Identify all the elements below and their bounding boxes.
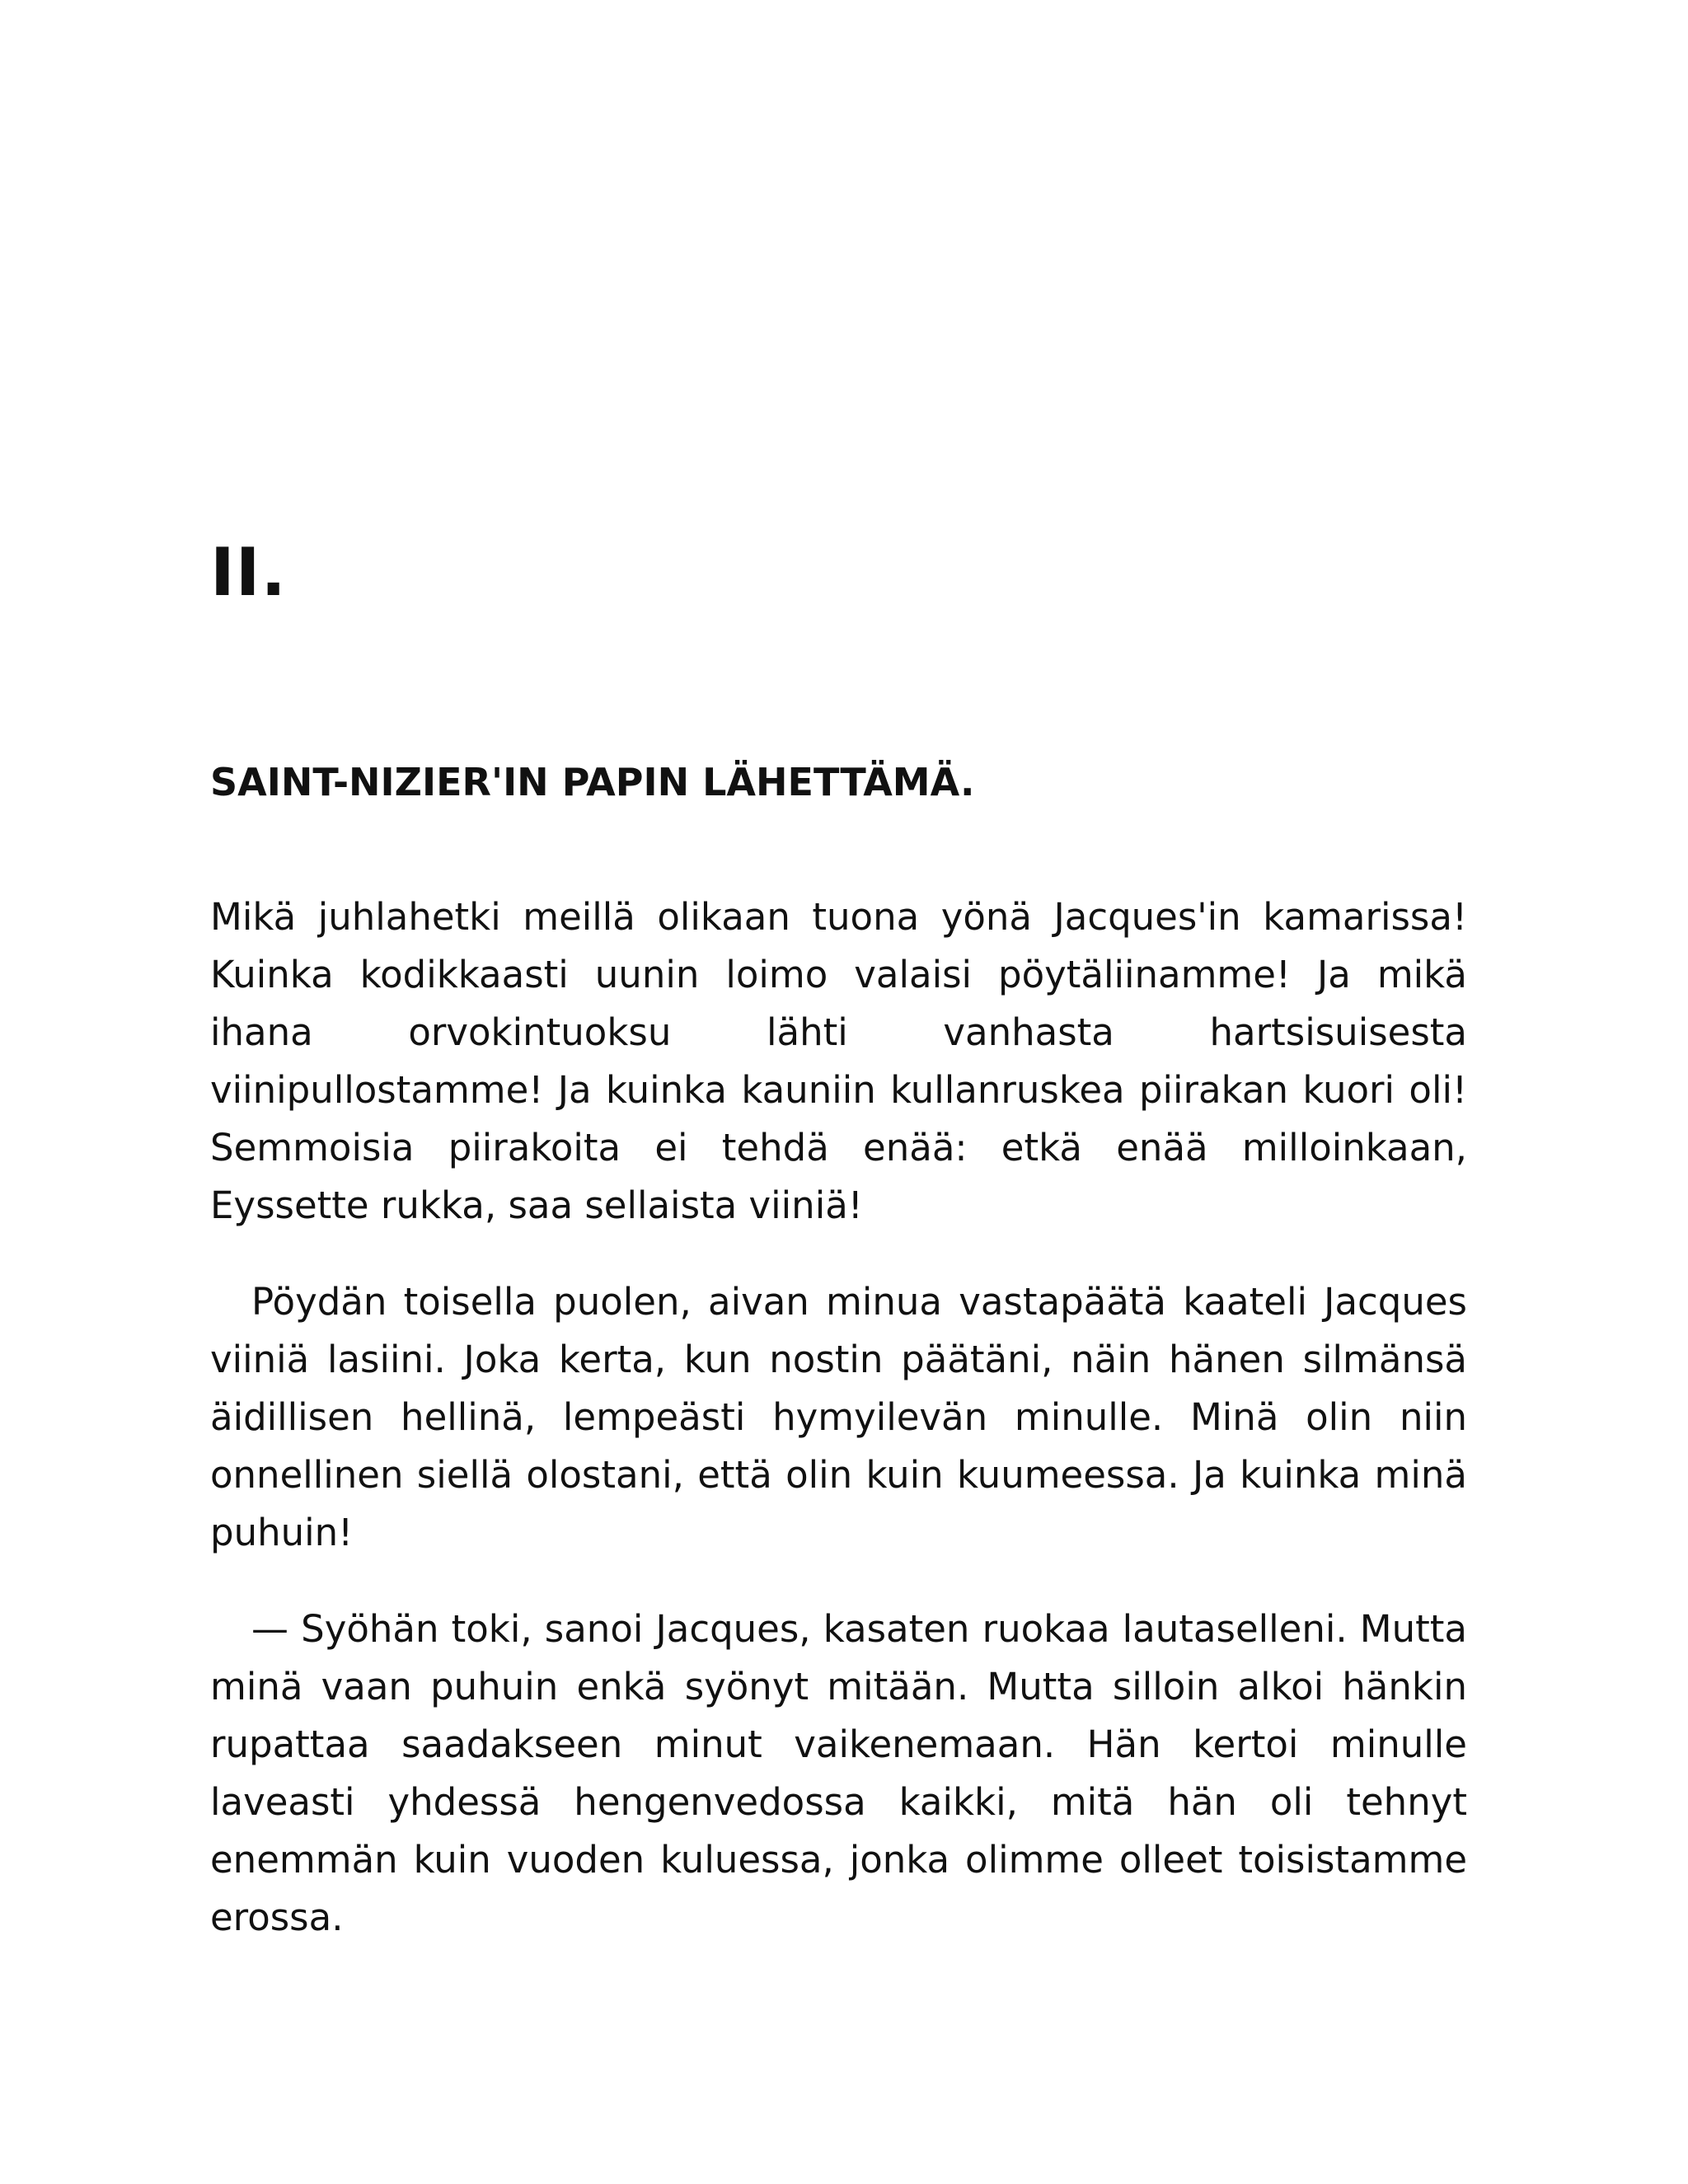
- paragraph-3: — Syöhän toki, sanoi Jacques, kasaten ruokaa lautaselleni. Mutta minä vaan puhuin enkä syönyt mitään. Mutta silloin alkoi hänkin rupattaa saadakseen minut vaikenemaan. Hän kertoi minulle laveasti yhdessä hengenvedossa kaikki, mitä hän oli tehnyt enemmän kuin vuoden kuluessa, jonka olimme olleet toisistamme erossa.: [210, 1607, 1467, 1939]
- chapter-title: SAINT-NIZIER'IN PAPIN LÄHETTÄMÄ.: [210, 760, 975, 804]
- chapter-body: [210, 888, 1467, 1985]
- paragraph-1: Mikä juhlahetki meillä olikaan tuona yönä Jacques'in kamarissa! Kuinka kodikkaasti uunin loimo valaisi pöytäliinamme! Ja mikä ihana orvokintuoksu lähti vanhasta hartsisuisesta viinipullostamme! Ja kuinka kauniin kullanruskea piirakan kuori oli! Semmoisia piirakoita ei tehdä enää: etkä enää milloinkaan, Eyssette rukka, saa sellaista viiniä!: [210, 895, 1467, 1227]
- chapter-number: II.: [210, 534, 287, 611]
- paragraph-2: Pöydän toisella puolen, aivan minua vastapäätä kaateli Jacques viiniä lasiini. Joka kerta, kun nostin päätäni, näin hänen silmänsä äidillisen hellinä, lempeästi hymyilevän minulle. Minä olin niin onnellinen siellä olostani, että olin kuin kuumeessa. Ja kuinka minä puhuin!: [210, 1280, 1467, 1554]
